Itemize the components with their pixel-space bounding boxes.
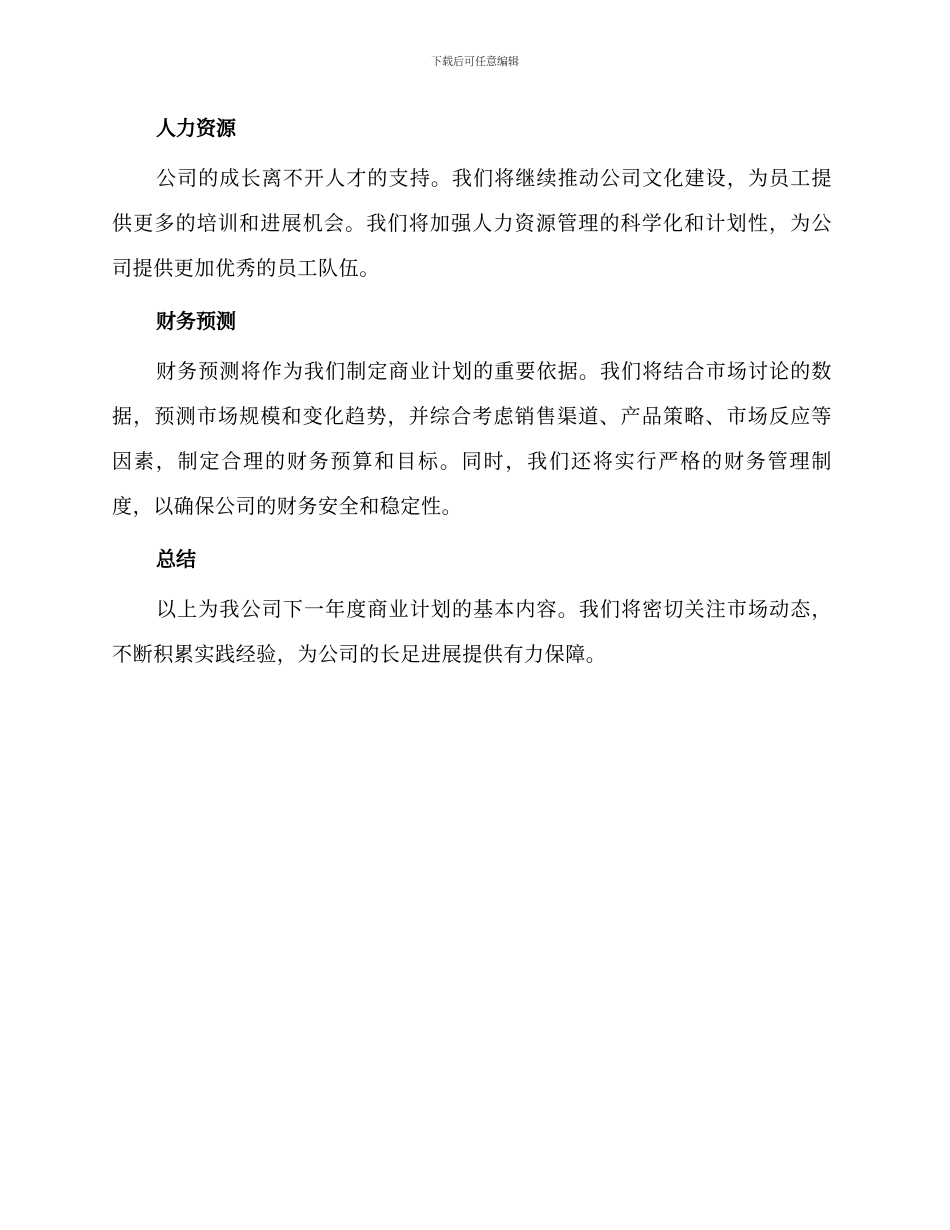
page-header: 下载后可任意编辑 xyxy=(431,55,519,68)
section-human-resources xyxy=(112,110,832,291)
section-paragraph: 公司的成长离不开人才的支持。我们将继续推动公司文化建设，为员工提供更多的培训和进展机会。我们将加强人力资源管理的科学化和计划性，为公司提供更加优秀的员工队伍。 xyxy=(112,166,832,280)
section-heading: 总结 xyxy=(156,547,196,571)
document-content xyxy=(112,110,832,677)
section-financial-forecast xyxy=(112,303,832,529)
section-paragraph: 以上为我公司下一年度商业计划的基本内容。我们将密切关注市场动态，不断积累实践经验，为公司的长足进展提供有力保障。 xyxy=(112,597,832,666)
section-summary xyxy=(112,541,832,677)
section-heading: 财务预测 xyxy=(156,309,236,333)
section-heading: 人力资源 xyxy=(156,116,236,140)
section-paragraph: 财务预测将作为我们制定商业计划的重要依据。我们将结合市场讨论的数据，预测市场规模和变化趋势，并综合考虑销售渠道、产品策略、市场反应等因素，制定合理的财务预算和目标。同时，我们还将实行严格的财务管理制度，以确保公司的财务安全和稳定性。 xyxy=(112,359,832,518)
